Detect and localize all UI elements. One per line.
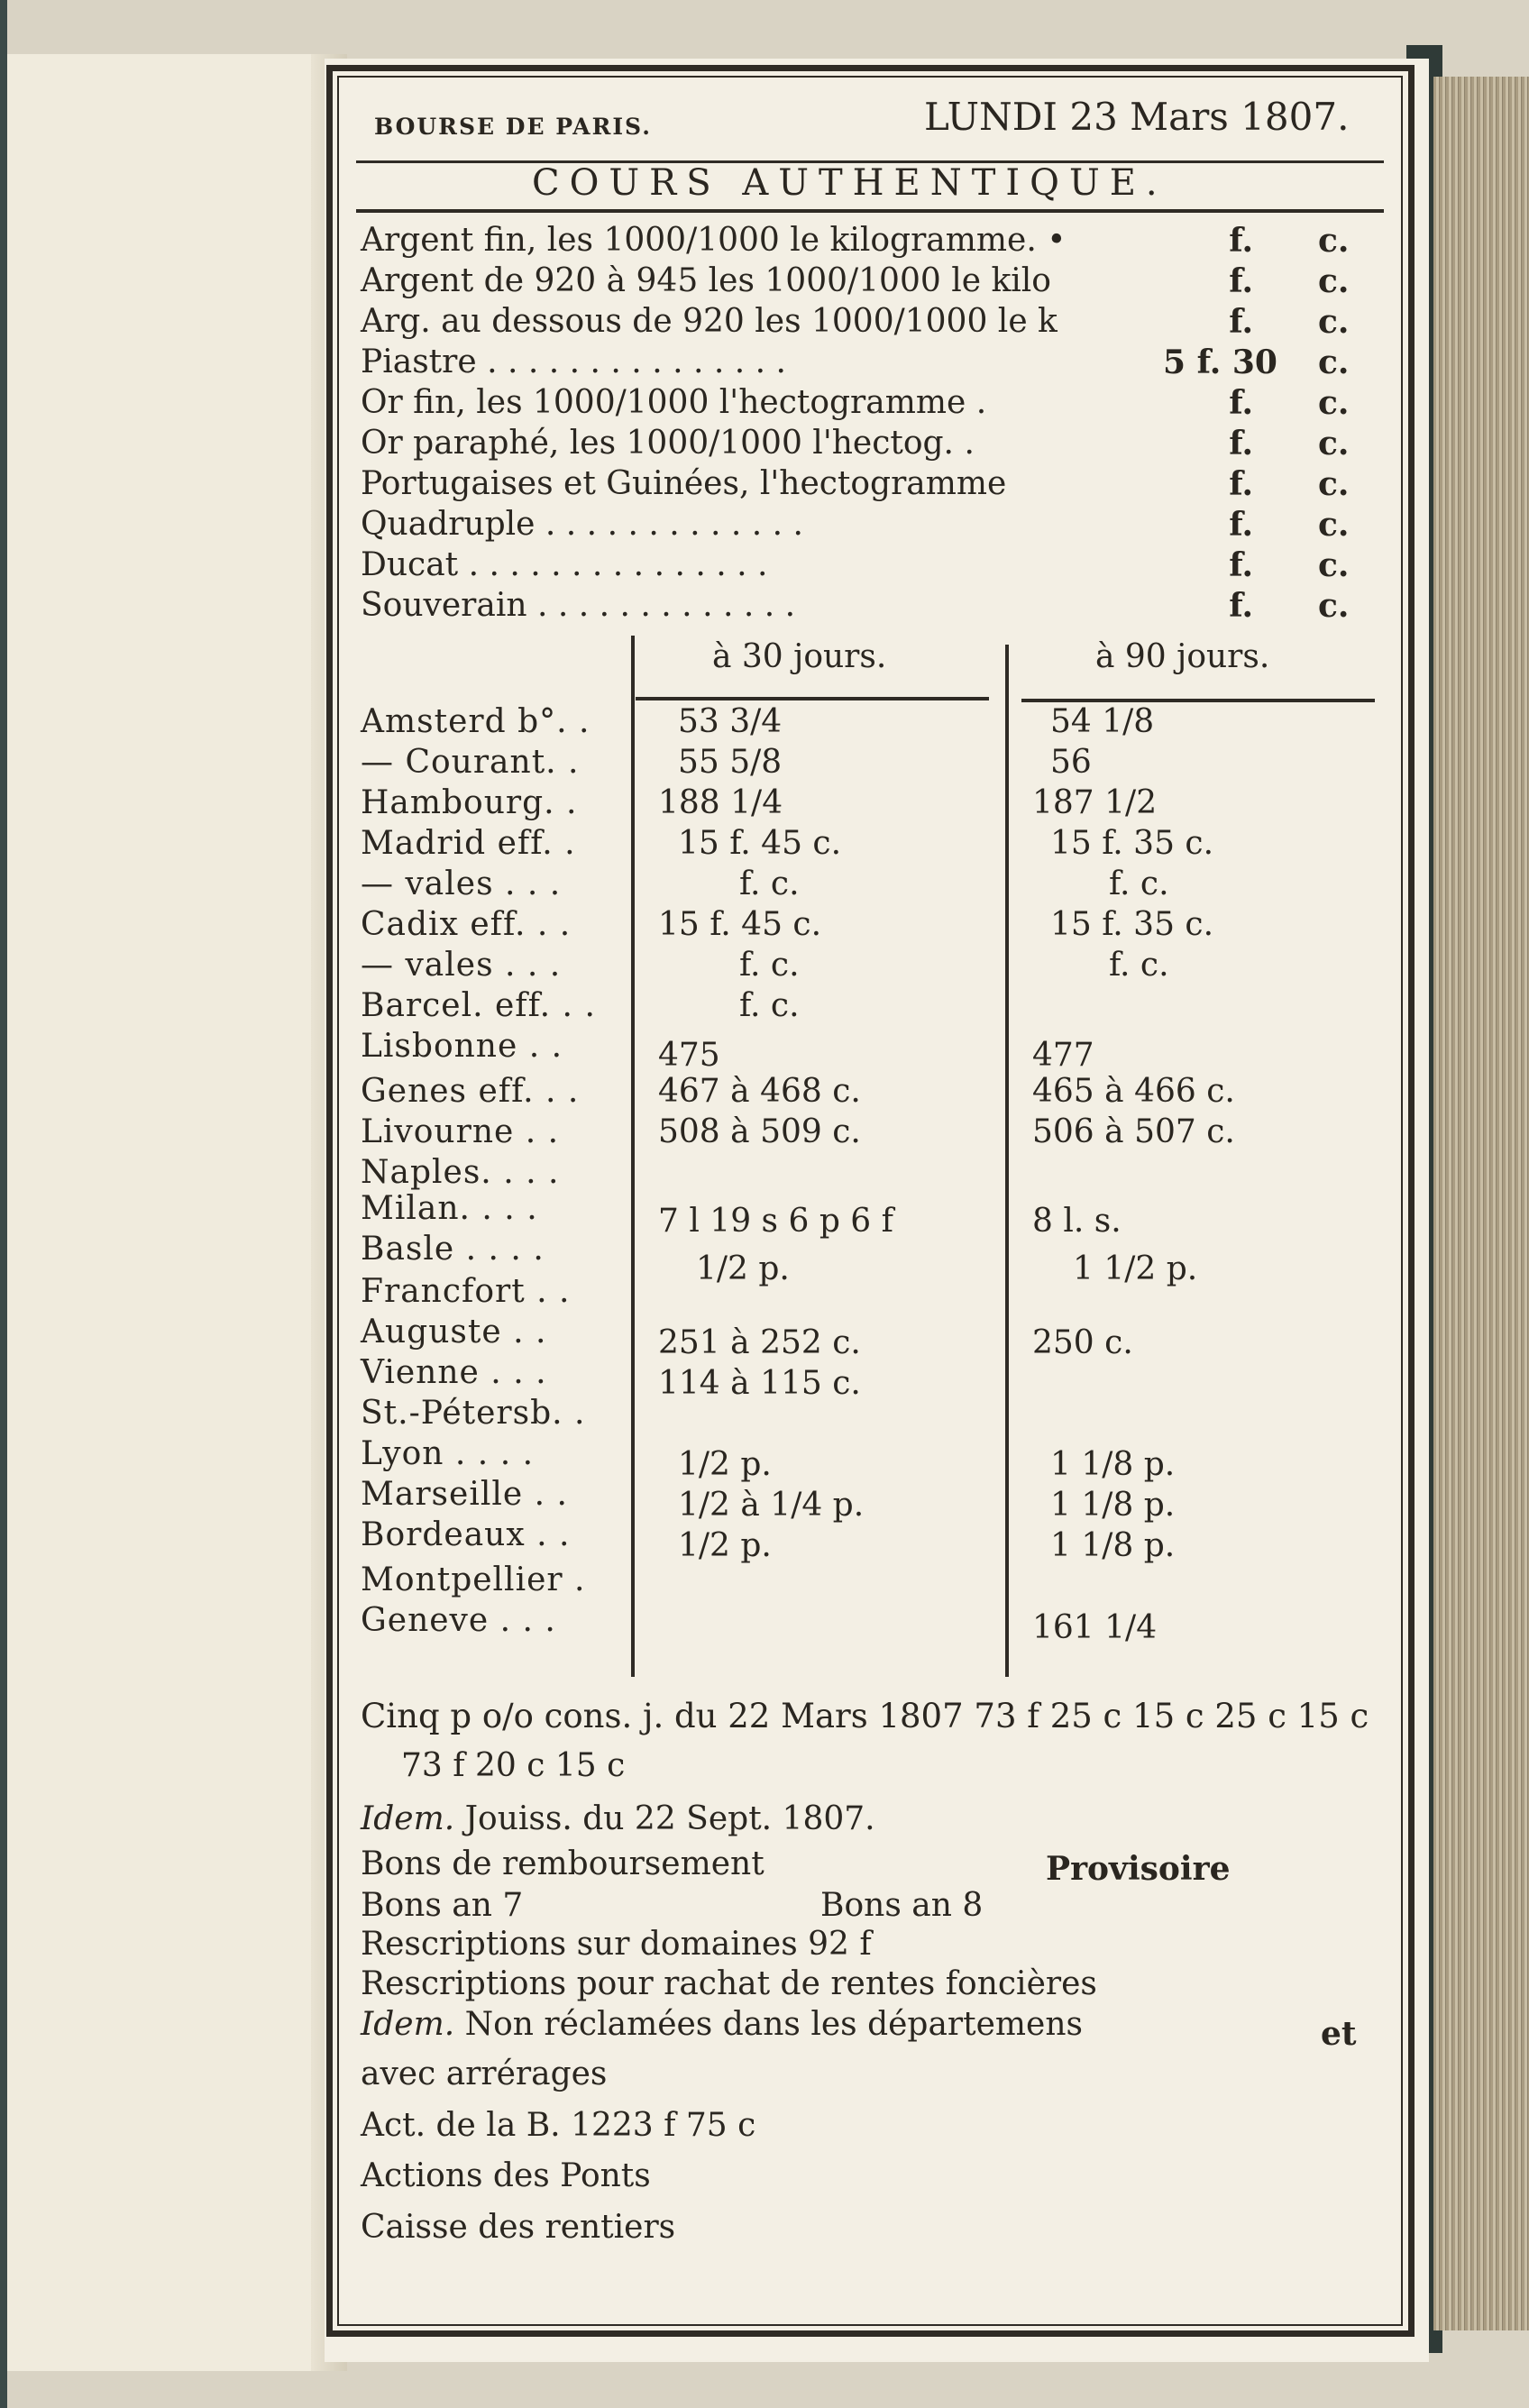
place-name: Genes eff. . . <box>361 1073 580 1110</box>
metal-cents: c. <box>1318 546 1350 584</box>
metal-price: 5 f. 30 <box>1163 343 1277 381</box>
metal-name: Ducat . . . . . . . . . . . . . . . <box>361 546 768 583</box>
exchange-row <box>361 1435 1379 1483</box>
col30-underline <box>636 697 989 700</box>
place-name: Bordeaux . . <box>361 1516 571 1553</box>
rate-30-days: 1/2 p. <box>678 1446 772 1483</box>
metal-row <box>361 546 1370 586</box>
metal-price: f. <box>1229 506 1253 544</box>
metal-cents: c. <box>1318 262 1350 300</box>
metal-name: Quadruple . . . . . . . . . . . . . <box>361 506 803 543</box>
place-name: — Courant. . <box>361 744 580 781</box>
place-name: Basle . . . . <box>361 1231 545 1268</box>
metal-price: f. <box>1229 587 1253 625</box>
rate-30-days: 467 à 468 c. <box>658 1073 861 1110</box>
place-name: Vienne . . . <box>361 1354 547 1391</box>
place-name: — vales . . . <box>361 947 562 984</box>
metal-cents: c. <box>1318 465 1350 503</box>
exchange-row <box>361 1516 1379 1564</box>
idem2-text: Non réclamées dans les départemens <box>464 2006 1084 2043</box>
rescriptions-domaines: Rescriptions sur domaines 92 f <box>361 1926 872 1963</box>
place-name: St.-Pétersb. . <box>361 1395 586 1432</box>
exchange-row <box>361 865 1379 905</box>
rate-30-days: 15 f. 45 c. <box>658 906 822 943</box>
exchange-row <box>361 1231 1379 1287</box>
place-name: Barcel. eff. . . <box>361 987 596 1024</box>
idem2-label: Idem. <box>361 2006 455 2043</box>
metal-row <box>361 343 1370 383</box>
exchange-row <box>361 1273 1379 1313</box>
place-name: Livourne . . <box>361 1113 560 1150</box>
place-name: Naples. . . . <box>361 1154 560 1191</box>
exchange-row <box>361 1476 1379 1524</box>
exchange-row <box>361 744 1379 783</box>
place-name: Lisbonne . . <box>361 1028 563 1065</box>
metal-row <box>361 384 1370 424</box>
metal-cents: c. <box>1318 506 1350 544</box>
header-bourse: BOURSE DE PARIS. <box>374 114 652 140</box>
metal-price: f. <box>1229 222 1253 260</box>
metal-cents: c. <box>1318 425 1350 462</box>
place-name: Hambourg. . <box>361 784 578 821</box>
place-name: Marseille . . <box>361 1476 568 1513</box>
rate-30-days: 55 5/8 <box>678 744 783 781</box>
exchange-row <box>361 1602 1379 1646</box>
caisse-rentiers: Caisse des rentiers <box>361 2209 676 2246</box>
exchange-row <box>361 1190 1379 1240</box>
metal-row <box>361 506 1370 545</box>
idem-text: Jouiss. du 22 Sept. 1807. <box>464 1800 875 1837</box>
rate-30-days: 1/2 p. <box>678 1527 772 1564</box>
rate-30-days: 1/2 p. <box>696 1250 790 1287</box>
exchange-row <box>361 1154 1379 1194</box>
rate-90-days: 477 <box>1032 1037 1094 1074</box>
metal-name: Arg. au dessous de 920 les 1000/1000 le k <box>361 303 1057 340</box>
exchange-row <box>361 906 1379 946</box>
header-date: LUNDI 23 Mars 1807. <box>924 95 1350 139</box>
bons-remboursement: Bons de remboursement <box>361 1845 764 1882</box>
page-edges <box>1433 77 1529 2330</box>
metal-row <box>361 465 1370 505</box>
blank-left-page <box>7 54 334 2371</box>
rescriptions-rachat: Rescriptions pour rachat de rentes foncières <box>361 1965 1097 2002</box>
place-name: Madrid eff. . <box>361 825 576 862</box>
bons-an-8: Bons an 8 <box>820 1887 984 1924</box>
metal-name: Or fin, les 1000/1000 l'hectogramme . <box>361 384 987 421</box>
rate-30-days: f. c. <box>739 987 800 1024</box>
metal-row <box>361 222 1370 261</box>
metal-name: Piastre . . . . . . . . . . . . . . . <box>361 343 786 380</box>
avec-arrerages: avec arrérages <box>361 2055 608 2092</box>
exchange-row <box>361 1028 1379 1074</box>
idem-label: Idem. <box>361 1800 455 1837</box>
rate-90-days: 187 1/2 <box>1032 784 1158 821</box>
exchange-row <box>361 1073 1379 1112</box>
exchange-row <box>361 1395 1379 1434</box>
place-name: — vales . . . <box>361 865 562 902</box>
rate-90-days: 250 c. <box>1032 1324 1133 1361</box>
rate-30-days: f. c. <box>739 947 800 984</box>
exchange-row <box>361 1354 1379 1402</box>
rate-30-days: 114 à 115 c. <box>658 1365 861 1402</box>
rate-90-days: 1 1/8 p. <box>1050 1487 1176 1524</box>
cinq-pour-cent-line2: 73 f 20 c 15 c <box>401 1747 626 1784</box>
metal-price: f. <box>1229 465 1253 503</box>
metal-name: Souverain . . . . . . . . . . . . . <box>361 587 796 624</box>
rate-30-days: 15 f. 45 c. <box>678 825 842 862</box>
place-name: Montpellier . <box>361 1561 586 1598</box>
metal-row <box>361 425 1370 464</box>
column-header-30-days: à 30 jours. <box>712 638 887 675</box>
book-spine <box>0 0 7 2408</box>
rate-30-days: 188 1/4 <box>658 784 783 821</box>
place-name: Amsterd b°. . <box>361 703 591 740</box>
rate-90-days: 56 <box>1050 744 1092 781</box>
metal-name: Portugaises et Guinées, l'hectogramme <box>361 465 1007 502</box>
exchange-row <box>361 947 1379 986</box>
exchange-row <box>361 784 1379 824</box>
metal-cents: c. <box>1318 343 1350 381</box>
actions-ponts: Actions des Ponts <box>361 2157 651 2194</box>
metal-price: f. <box>1229 546 1253 584</box>
provisoire-label: Provisoire <box>1046 1850 1231 1888</box>
place-name: Cadix eff. . . <box>361 906 572 943</box>
rate-90-days: 8 l. s. <box>1032 1203 1122 1240</box>
exchange-row <box>361 703 1379 743</box>
exchange-row <box>361 1113 1379 1153</box>
rate-90-days: 1 1/8 p. <box>1050 1446 1176 1483</box>
metal-price: f. <box>1229 262 1253 300</box>
place-name: Francfort . . <box>361 1273 571 1310</box>
rate-90-days: 1 1/2 p. <box>1073 1250 1198 1287</box>
metal-cents: c. <box>1318 303 1350 341</box>
col90-underline <box>1021 699 1375 702</box>
metal-name: Or paraphé, les 1000/1000 l'hectog. . <box>361 425 975 462</box>
rate-90-days: 506 à 507 c. <box>1032 1113 1235 1150</box>
metal-price: f. <box>1229 384 1253 422</box>
metal-price: f. <box>1229 425 1253 462</box>
rate-90-days: 1 1/8 p. <box>1050 1527 1176 1564</box>
rate-90-days: f. c. <box>1109 865 1169 902</box>
idem-non-reclamees <box>361 2006 1083 2043</box>
et-label: et <box>1321 2015 1357 2053</box>
rate-30-days: 7 l 19 s 6 p 6 f <box>658 1203 893 1240</box>
exchange-row <box>361 825 1379 865</box>
place-name: Milan. . . . <box>361 1190 538 1227</box>
exchange-row <box>361 1314 1379 1361</box>
rate-90-days: 465 à 466 c. <box>1032 1073 1235 1110</box>
exchange-row <box>361 1561 1379 1601</box>
rate-90-days: f. c. <box>1109 947 1169 984</box>
place-name: Auguste . . <box>361 1314 547 1350</box>
rate-30-days: 251 à 252 c. <box>658 1324 861 1361</box>
place-name: Lyon . . . . <box>361 1435 535 1472</box>
exchange-row <box>361 987 1379 1027</box>
place-name: Geneve . . . <box>361 1602 556 1639</box>
rate-30-days: 475 <box>658 1037 720 1074</box>
page-title: COURS AUTHENTIQUE. <box>532 162 1167 204</box>
metal-name: Argent fin, les 1000/1000 le kilogramme. • <box>361 222 1067 259</box>
rate-90-days: 54 1/8 <box>1050 703 1155 740</box>
metal-cents: c. <box>1318 384 1350 422</box>
rate-90-days: 161 1/4 <box>1032 1609 1158 1646</box>
metal-row <box>361 303 1370 343</box>
cinq-pour-cent-line1: Cinq p o/o cons. j. du 22 Mars 1807 73 f 25 c 15 c 25 c 15 c <box>361 1697 1369 1735</box>
rate-30-days: f. c. <box>739 865 800 902</box>
metal-name: Argent de 920 à 945 les 1000/1000 le kilo <box>361 262 1051 299</box>
metal-price: f. <box>1229 303 1253 341</box>
metal-cents: c. <box>1318 587 1350 625</box>
column-header-90-days: à 90 jours. <box>1095 638 1270 675</box>
metal-row <box>361 262 1370 302</box>
rate-90-days: 15 f. 35 c. <box>1050 825 1214 862</box>
bons-an-7: Bons an 7 <box>361 1887 524 1924</box>
rate-30-days: 508 à 509 c. <box>658 1113 861 1150</box>
actions-banque: Act. de la B. 1223 f 75 c <box>361 2107 756 2144</box>
rate-90-days: 15 f. 35 c. <box>1050 906 1214 943</box>
idem-jouissance <box>361 1800 875 1837</box>
rate-30-days: 1/2 à 1/4 p. <box>678 1487 865 1524</box>
metal-row <box>361 587 1370 627</box>
rate-30-days: 53 3/4 <box>678 703 783 740</box>
title-rule <box>356 209 1384 213</box>
metal-cents: c. <box>1318 222 1350 260</box>
